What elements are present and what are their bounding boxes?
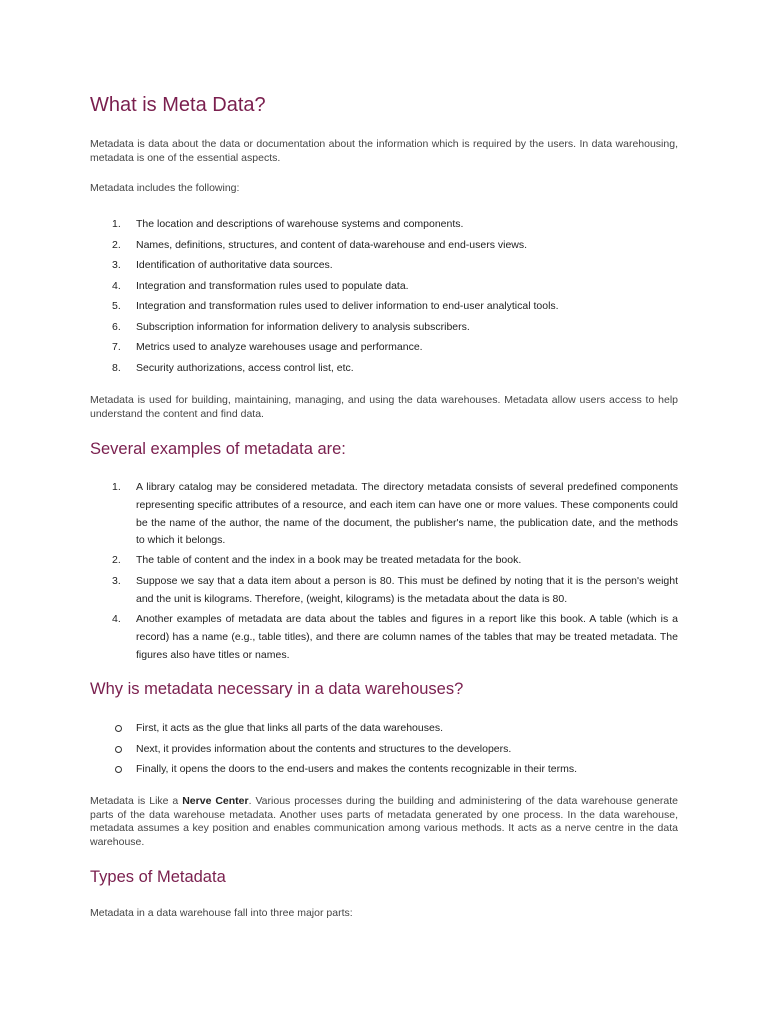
list-number: 7. bbox=[112, 341, 121, 353]
list-text: Identification of authoritative data sources. bbox=[136, 259, 333, 271]
heading-what-is-metadata: What is Meta Data? bbox=[90, 94, 266, 116]
list-text: A library catalog may be considered metadata. The directory metadata consists of several predefined components representing specific attributes of a resource, and each item can have one or more values. These components could be the name of the author, the name of the document, the publisher's name, the publication date, and the methods to which it belongs. bbox=[136, 481, 678, 547]
list-number: 1. bbox=[112, 218, 121, 230]
list-text: Names, definitions, structures, and content of data-warehouse and end-users views. bbox=[136, 238, 528, 251]
list-text: Subscription information for information delivery to analysis subscribers. bbox=[136, 320, 470, 333]
list-text: Another examples of metadata are data about the tables and figures in a report like this book. A table (which is a record) has a name (e.g., table titles), and there are column names of the tables that may be treated metadata. The figures also have titles or names. bbox=[136, 613, 678, 661]
list-number: 2. bbox=[112, 554, 121, 566]
list-number: 8. bbox=[112, 361, 121, 374]
intro-paragraph: Metadata is data about the data or documentation about the information which is required by the users. In data warehousing, metadata is one of the essential aspects. bbox=[90, 138, 678, 164]
list-text: Metrics used to analyze warehouses usage and performance. bbox=[136, 341, 423, 353]
list-text: Security authorizations, access control list, etc. bbox=[136, 361, 354, 374]
circle-bullet-icon bbox=[115, 746, 122, 753]
circle-bullet-icon bbox=[115, 725, 122, 732]
list-text: Integration and transformation rules used to deliver information to end-user analytical tools. bbox=[136, 300, 559, 312]
heading-types: Types of Metadata bbox=[90, 868, 226, 886]
usage-paragraph: Metadata is used for building, maintaining, managing, and using the data warehouses. Metadata allow users access to help understand the content and find data. bbox=[90, 394, 678, 420]
list-number: 2. bbox=[112, 238, 121, 251]
nerve-center-paragraph bbox=[90, 795, 678, 849]
list-text: The table of content and the index in a book may be treated metadata for the book. bbox=[136, 554, 522, 566]
list-text: Suppose we say that a data item about a person is 80. This must be defined by noting that it is the person's weight and the unit is kilograms. Therefore, (weight, kilograms) is the metadata about the data is 80. bbox=[136, 575, 678, 605]
list-text: First, it acts as the glue that links all parts of the data warehouses. bbox=[136, 722, 443, 734]
heading-examples: Several examples of metadata are: bbox=[90, 440, 346, 458]
nerve-para-after: . Various processes during the building and administering of the data warehouse generate parts of the data warehouse metadata. Another uses parts of metadata generated by one process. In the data warehouse, metadata assumes a key position and enables communication among various methods. It acts as a nerve centre in the data warehouse. bbox=[90, 795, 678, 848]
includes-label: Metadata includes the following: bbox=[90, 182, 240, 194]
list-number: 5. bbox=[112, 300, 121, 312]
nerve-center-term: Nerve Center bbox=[182, 795, 249, 807]
types-paragraph: Metadata in a data warehouse fall into three major parts: bbox=[90, 907, 353, 919]
list-number: 6. bbox=[112, 320, 121, 333]
circle-bullet-icon bbox=[115, 766, 122, 773]
heading-why-necessary: Why is metadata necessary in a data warehouses? bbox=[90, 680, 464, 698]
list-number: 4. bbox=[112, 613, 121, 625]
nerve-para-before: Metadata is Like a bbox=[90, 795, 183, 807]
list-number: 1. bbox=[112, 481, 121, 493]
list-number: 3. bbox=[112, 259, 121, 271]
list-number: 3. bbox=[112, 575, 121, 587]
list-number: 4. bbox=[112, 279, 121, 292]
list-text: Next, it provides information about the contents and structures to the developers. bbox=[136, 742, 512, 755]
list-text: The location and descriptions of warehouse systems and components. bbox=[136, 218, 464, 230]
list-text: Integration and transformation rules used to populate data. bbox=[136, 279, 409, 292]
list-text: Finally, it opens the doors to the end-users and makes the contents recognizable in their terms. bbox=[136, 763, 578, 775]
